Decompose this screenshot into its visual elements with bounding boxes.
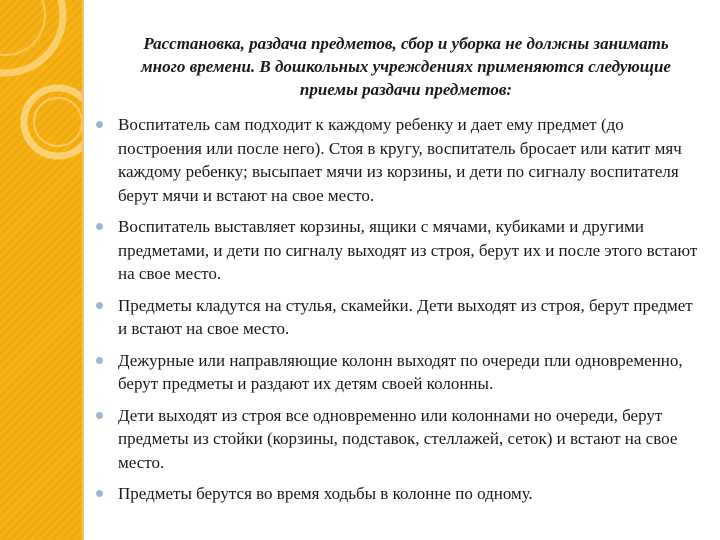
list-item xyxy=(92,113,704,207)
slide-heading: Расстановка, раздача предметов, сбор и уборка не должны занимать много времени. В дошкольных учреждениях применяются следующие приемы раздачи предметов: xyxy=(141,34,671,99)
panel-divider xyxy=(82,0,84,540)
bullet-icon xyxy=(96,302,103,309)
list-item xyxy=(92,215,704,286)
decorative-side-panel xyxy=(0,0,82,540)
list-item xyxy=(92,349,704,396)
list-item-text: Предметы берутся во время ходьбы в колонне по одному. xyxy=(118,484,533,503)
bullet-icon xyxy=(96,412,103,419)
list-item-text: Дети выходят из строя все одновременно или колоннами но очереди, берут предметы из стойки (корзины, подставок, стеллажей, сеток) и встают на свое место. xyxy=(118,405,678,472)
slide-content xyxy=(92,32,704,532)
bullet-icon xyxy=(96,490,103,497)
bullet-list xyxy=(92,113,704,506)
list-item xyxy=(92,482,704,506)
list-item-text: Воспитатель сам подходит к каждому ребенку и дает ему предмет (до построения или после него). Стоя в кругу, воспитатель бросает или катит мяч каждому ребенку; высыпает мячи из корзины, и дети по сигналу воспитателя берут мячи и встают на свое место. xyxy=(118,115,682,205)
list-item-text: Воспитатель выставляет корзины, ящики с мячами, кубиками и другими предметами, и дети по сигналу выходят из строя, берут их и после этого встают на свое место. xyxy=(118,217,698,283)
decorative-rings-icon xyxy=(0,0,82,540)
list-item xyxy=(92,294,704,341)
list-item xyxy=(92,404,704,475)
bullet-icon xyxy=(96,223,103,230)
list-item-text: Предметы кладутся на стулья, скамейки. Дети выходят из строя, берут предмет и встают на свое место. xyxy=(118,295,693,338)
bullet-icon xyxy=(96,121,103,128)
list-item-text: Дежурные или направляющие колонн выходят по очереди пли одновременно, берут предметы и раздают их детям своей колонны. xyxy=(118,350,683,393)
bullet-icon xyxy=(96,357,103,364)
